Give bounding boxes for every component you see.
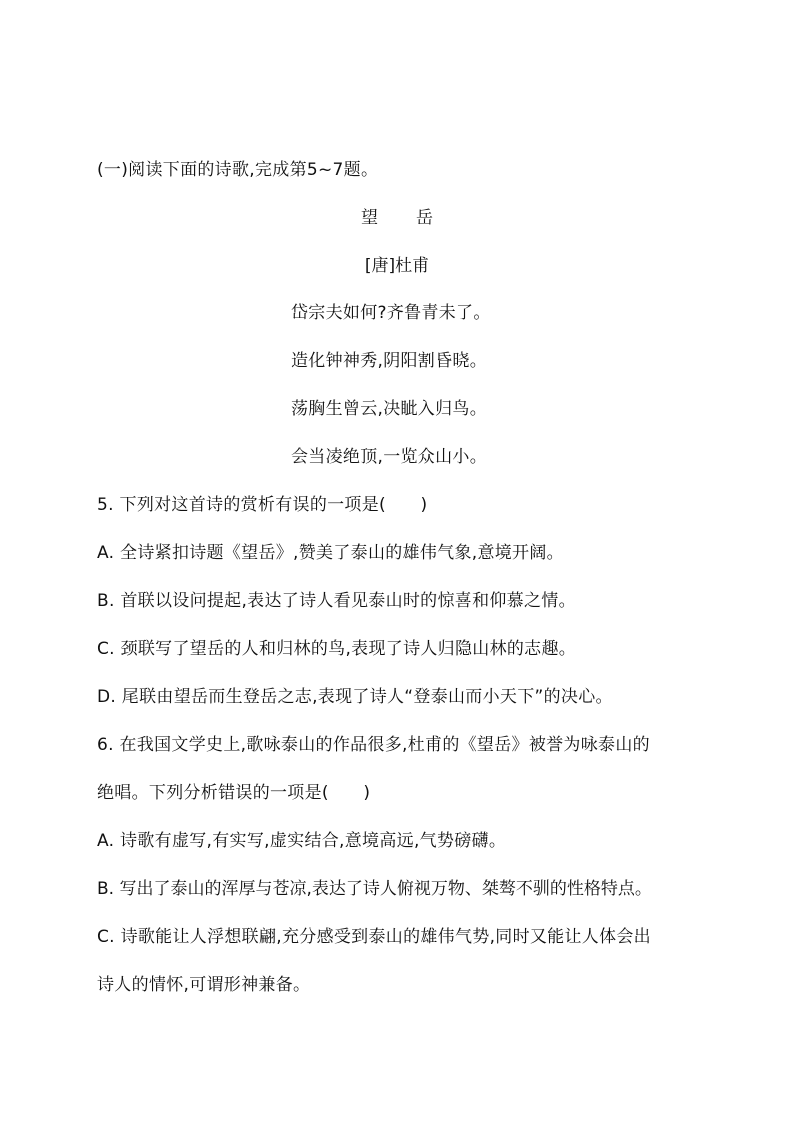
poem-line-2: 造化钟神秀,阴阳割昏晓。 (291, 351, 488, 371)
poem-line-1: 岱宗夫如何?齐鲁青未了。 (291, 303, 491, 323)
question-6-option-b: B. 写出了泰山的浑厚与苍凉,表达了诗人俯视万物、桀骜不驯的性格特点。 (97, 879, 652, 899)
question-5-option-c: C. 颈联写了望岳的人和归林的鸟,表现了诗人归隐山林的志趣。 (97, 639, 577, 659)
question-6-stem-line-2: 绝唱。下列分析错误的一项是( ) (97, 783, 371, 803)
question-5-option-a: A. 全诗紧扣诗题《望岳》,赞美了泰山的雄伟气象,意境开阔。 (97, 543, 564, 563)
question-5-stem: 5. 下列对这首诗的赏析有误的一项是( ) (97, 495, 428, 515)
question-6-option-a: A. 诗歌有虚写,有实写,虚实结合,意境高远,气势磅礴。 (97, 831, 507, 851)
reading-intro: (一)阅读下面的诗歌,完成第5~7题。 (97, 160, 379, 180)
question-6-option-c-line-2: 诗人的情怀,可谓形神兼备。 (97, 975, 311, 995)
question-6-option-c-line-1: C. 诗歌能让人浮想联翩,充分感受到泰山的雄伟气势,同时又能让人体会出 (97, 927, 651, 947)
poem-title (0, 207, 794, 229)
poem-line-4: 会当凌绝顶,一览众山小。 (291, 447, 488, 467)
question-5-option-b: B. 首联以设问提起,表达了诗人看见泰山时的惊喜和仰慕之情。 (97, 591, 576, 611)
question-5-option-d: D. 尾联由望岳而生登岳之志,表现了诗人“登泰山而小天下”的决心。 (97, 687, 613, 707)
poem-title-char-2: 岳 (416, 208, 433, 228)
question-6-stem-line-1: 6. 在我国文学史上,歌咏泰山的作品很多,杜甫的《望岳》被誉为咏泰山的 (97, 735, 650, 755)
poem-author: [唐]杜甫 (364, 256, 430, 276)
poem-line-3: 荡胸生曾云,决眦入归鸟。 (291, 399, 488, 419)
poem-title-char-1: 望 (361, 208, 378, 228)
